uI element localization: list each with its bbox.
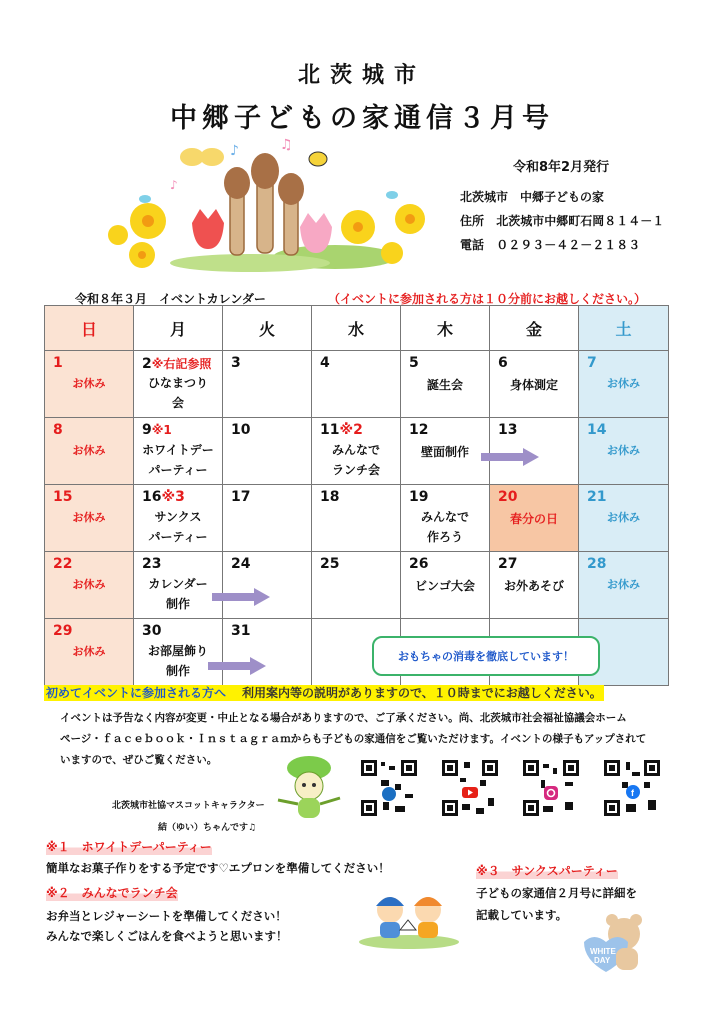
- youtube-qr-code[interactable]: [440, 758, 500, 818]
- event-label: 作ろう: [426, 530, 463, 544]
- banner-highlight: 初めてイベントに参加される方へ: [46, 686, 227, 700]
- day-cell-13: [490, 418, 579, 485]
- day-cell-18: [312, 485, 401, 552]
- facebook-qr-code[interactable]: [602, 758, 662, 818]
- event-label: ビンゴ大会: [414, 579, 475, 593]
- event-label: みんなで: [331, 443, 380, 457]
- mascot-caption: 北茨城市社協マスコットキャラクター: [112, 801, 265, 811]
- day-cell-10: [223, 418, 312, 485]
- event-label: ランチ会: [331, 463, 380, 477]
- rest-label: お休み: [72, 444, 106, 457]
- day-cell-2: [134, 351, 223, 418]
- phone-value: ０２９３－４２－２１８３: [496, 238, 641, 252]
- day-number: [142, 489, 185, 505]
- day-number: 23: [142, 556, 162, 572]
- rest-label: お休み: [607, 444, 640, 457]
- day-cell-4: [312, 351, 401, 418]
- rest-label: お休み: [607, 511, 640, 524]
- day-number: 17: [231, 489, 251, 505]
- day-cell-22: [45, 552, 134, 619]
- day-cell-21: [579, 485, 669, 552]
- event-mark: ※3: [161, 489, 185, 505]
- section-2-text: みんなで楽しくごはんを食べようと思います！: [46, 929, 288, 943]
- day-number: 10: [231, 422, 251, 438]
- day-cell-29: [45, 619, 134, 686]
- day-number: 19: [409, 489, 429, 505]
- day-cell-30: [134, 619, 223, 686]
- mascot-name: 結（ゆい）ちゃんです♫: [158, 823, 257, 833]
- day-number: [142, 355, 211, 372]
- day-cell-26: [401, 552, 490, 619]
- instagram-qr-code[interactable]: [521, 758, 581, 818]
- weekday-mon: 月: [134, 306, 223, 351]
- day-cell-6: [490, 351, 579, 418]
- event-label: サンクス: [154, 510, 202, 524]
- svg-text:f: f: [631, 788, 634, 798]
- event-label: 誕生会: [426, 378, 463, 392]
- weekday-sun: 日: [45, 306, 134, 351]
- rest-label: お休み: [72, 645, 106, 658]
- day-cell-17: [223, 485, 312, 552]
- day-number: 30: [142, 623, 162, 639]
- qr-code[interactable]: [359, 758, 419, 818]
- day-number: 26: [409, 556, 429, 572]
- day-number: 3: [231, 355, 241, 371]
- event-label: 制作: [165, 597, 190, 611]
- day-cell-3: [223, 351, 312, 418]
- section-3-text: 子どもの家通信２月号に詳細を: [476, 886, 637, 900]
- day-cell-14: [579, 418, 669, 485]
- weekday-sat: 土: [579, 306, 669, 351]
- address-label: 住所: [460, 214, 485, 228]
- event-mark: ※右記参照: [151, 357, 212, 371]
- holiday-label: 春分の日: [509, 512, 558, 526]
- day-number: 12: [409, 422, 429, 438]
- day-number-text: 11: [320, 422, 340, 438]
- calendar-week-3: [45, 485, 669, 552]
- event-label: ひなまつり: [147, 376, 208, 390]
- notice-line: イベントは予告なく内容が変更・中止となる場合がありますので、ご了承ください。尚、北茨城市社会福祉協議会ホーム: [60, 712, 627, 724]
- svg-text:♪: ♪: [170, 178, 178, 192]
- day-cell-7: [579, 351, 669, 418]
- event-label: パーティー: [148, 530, 208, 544]
- address-line: [460, 212, 664, 229]
- calendar-heading: 令和８年３月 イベントカレンダー: [75, 292, 266, 306]
- flower-illustration: [100, 135, 445, 275]
- day-cell-1: [45, 351, 134, 418]
- day-number: 25: [320, 556, 340, 572]
- day-number-text: 9: [142, 422, 152, 438]
- section-2-title: ※２ みんなでランチ会: [46, 886, 178, 900]
- day-number: 1: [53, 355, 63, 371]
- section-3-title: ※３ サンクスパーティー: [476, 864, 618, 878]
- rest-label: お休み: [72, 578, 106, 591]
- phone-label: 電話: [460, 238, 485, 252]
- event-label: 会: [171, 396, 184, 410]
- event-mark: ※2: [339, 422, 363, 438]
- weekday-header-row: [45, 306, 669, 351]
- day-number: 28: [587, 556, 607, 572]
- calendar-note: （イベントに参加される方は１０分前にお越しください。）: [328, 292, 647, 306]
- day-number: [320, 422, 363, 438]
- event-label: お部屋飾り: [147, 644, 208, 658]
- svg-text:DAY: DAY: [594, 956, 611, 965]
- day-cell-28: [579, 552, 669, 619]
- day-number: 15: [53, 489, 73, 505]
- event-label: 身体測定: [509, 378, 558, 392]
- day-number: [142, 422, 172, 438]
- notice-line: ページ・ｆａｃｅｂｏｏｋ・Ｉｎｓｔａｇｒａｍからも子どもの家通信をご覧いただけます。イベントの様子もアップされて: [60, 733, 647, 745]
- svg-text:♪: ♪: [230, 143, 239, 159]
- event-label: カレンダー: [148, 577, 208, 591]
- weekday-tue: 火: [223, 306, 312, 351]
- day-number: 20: [498, 489, 518, 505]
- children-illustration: [356, 882, 462, 950]
- calendar-week-1: [45, 351, 669, 418]
- day-number: 4: [320, 355, 330, 371]
- day-number: 6: [498, 355, 508, 371]
- day-cell-15: [45, 485, 134, 552]
- day-number-text: 16: [142, 489, 162, 505]
- day-number: 31: [231, 623, 251, 639]
- day-cell-24: [223, 552, 312, 619]
- day-number: 22: [53, 556, 73, 572]
- rest-label: お休み: [607, 377, 640, 390]
- day-cell-31: [223, 619, 312, 686]
- event-label: 制作: [165, 664, 190, 678]
- first-timer-banner: [44, 684, 604, 701]
- weekday-wed: 水: [312, 306, 401, 351]
- day-cell-9: [134, 418, 223, 485]
- issue-date: 令和8年2月発行: [513, 160, 610, 175]
- day-cell-20: [490, 485, 579, 552]
- day-cell-8: [45, 418, 134, 485]
- notice-line: いますので、ぜひご覧ください。: [60, 754, 218, 766]
- day-number: 14: [587, 422, 607, 438]
- section-3-text: 記載しています。: [476, 908, 568, 922]
- day-number: 5: [409, 355, 419, 371]
- weekday-fri: 金: [490, 306, 579, 351]
- event-calendar: [44, 305, 669, 686]
- day-cell-25: [312, 552, 401, 619]
- section-1-title: ※１ ホワイトデーパーティー: [46, 840, 212, 854]
- rest-label: お休み: [72, 511, 106, 524]
- day-number: 29: [53, 623, 73, 639]
- day-cell-23: [134, 552, 223, 619]
- section-2-text: お弁当とレジャーシートを準備してください！: [46, 909, 287, 923]
- day-number: 7: [587, 355, 597, 371]
- event-label: ホワイトデー: [142, 443, 214, 457]
- rest-label: お休み: [72, 377, 106, 390]
- svg-text:WHITE: WHITE: [590, 947, 616, 956]
- calendar-week-4: [45, 552, 669, 619]
- org-name: 北茨城市 中郷子どもの家: [460, 190, 605, 204]
- weekday-thu: 木: [401, 306, 490, 351]
- day-cell-12: [401, 418, 490, 485]
- day-cell-5: [401, 351, 490, 418]
- newsletter-title: 中郷子どもの家通信３月号: [170, 103, 554, 134]
- svg-text:♫: ♫: [280, 137, 293, 153]
- day-number: 13: [498, 422, 518, 438]
- day-number: 21: [587, 489, 607, 505]
- day-number: 27: [498, 556, 518, 572]
- bear-illustration: [578, 912, 650, 976]
- day-cell-19: [401, 485, 490, 552]
- day-cell-16: [134, 485, 223, 552]
- rest-label: お休み: [607, 578, 640, 591]
- event-label: みんなで: [420, 510, 469, 524]
- calendar-week-2: [45, 418, 669, 485]
- address-value: 北茨城市中郷町石岡８１４－１: [496, 214, 665, 228]
- event-label: お外あそび: [503, 579, 564, 593]
- city-name: 北茨城市: [297, 63, 426, 88]
- day-number: 8: [53, 422, 63, 438]
- event-mark: ※1: [151, 423, 172, 437]
- day-number: 24: [231, 556, 251, 572]
- day-cell-27: [490, 552, 579, 619]
- event-label: パーティー: [148, 463, 208, 477]
- section-1-text: 簡単なお菓子作りをする予定です♡エプロンを準備してください！: [46, 861, 390, 875]
- toy-disinfection-notice: おもちゃの消毒を徹底しています！: [372, 636, 600, 676]
- day-number-text: 2: [142, 356, 152, 372]
- phone-line: [460, 236, 640, 253]
- banner-text: 利用案内等の説明がありますので、１０時までにお越しください。: [230, 686, 602, 700]
- mascot-illustration: [274, 752, 344, 824]
- event-label: 壁面制作: [420, 445, 469, 459]
- day-number: 18: [320, 489, 340, 505]
- day-cell-11: [312, 418, 401, 485]
